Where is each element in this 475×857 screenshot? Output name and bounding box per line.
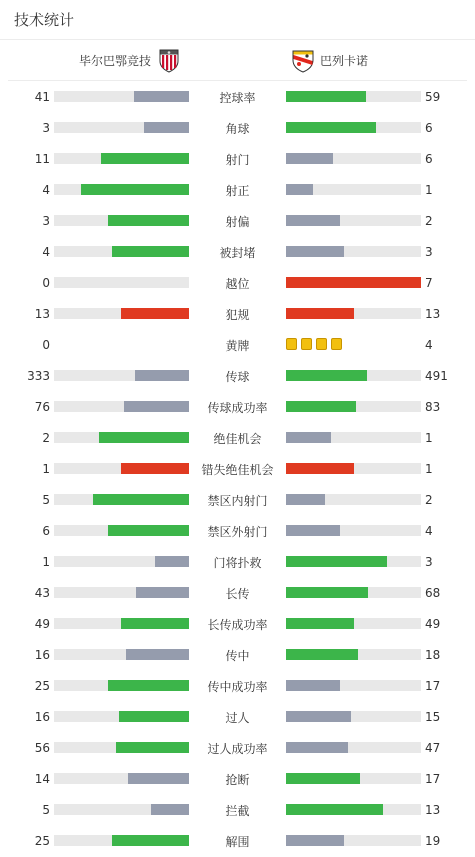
stat-label: 控球率 xyxy=(219,91,256,105)
away-stat-bar-fill xyxy=(286,463,354,474)
away-stat-bar-fill xyxy=(286,680,340,691)
home-stat-bar xyxy=(54,649,189,660)
stat-label: 长传 xyxy=(225,587,250,601)
stat-label: 过人成功率 xyxy=(207,742,268,756)
stat-label: 禁区内射门 xyxy=(207,494,268,508)
stat-label: 拦截 xyxy=(225,804,250,818)
stat-row xyxy=(0,515,475,546)
stat-row xyxy=(0,422,475,453)
home-stat-value: 13 xyxy=(34,307,50,321)
away-stat-bar xyxy=(286,401,421,412)
home-stat-bar-fill xyxy=(81,184,189,195)
away-stat-bar xyxy=(286,742,421,753)
away-stat-value: 49 xyxy=(425,617,441,631)
home-stat-bar xyxy=(54,153,189,164)
home-stat-bar-fill xyxy=(121,463,189,474)
stat-label: 传中 xyxy=(225,649,250,663)
home-stat-bar xyxy=(54,525,189,536)
home-stat-value: 11 xyxy=(34,152,50,166)
stat-label: 射门 xyxy=(225,153,250,167)
home-stat-bar-fill xyxy=(144,122,189,133)
away-stat-value: 47 xyxy=(425,741,441,755)
away-stat-value: 19 xyxy=(425,834,441,848)
home-stat-bar-fill xyxy=(108,525,189,536)
stat-label: 抢断 xyxy=(225,773,250,787)
home-stat-value: 0 xyxy=(42,338,50,352)
home-stat-value: 14 xyxy=(34,772,50,786)
home-stat-bar-fill xyxy=(108,215,189,226)
away-team-name: 巴列卡诺 xyxy=(320,53,369,68)
away-stat-bar-fill xyxy=(286,835,344,846)
yellow-card-icon xyxy=(316,338,327,350)
home-stat-value: 1 xyxy=(42,462,50,476)
home-stat-bar-fill xyxy=(101,153,189,164)
stat-row xyxy=(0,205,475,236)
away-yellow-cards xyxy=(286,338,342,350)
home-stat-bar xyxy=(54,184,189,195)
home-stat-value: 25 xyxy=(34,834,50,848)
home-stat-value: 333 xyxy=(27,369,50,383)
away-stat-bar-fill xyxy=(286,618,354,629)
away-stat-value: 6 xyxy=(425,121,433,135)
away-stat-bar xyxy=(286,246,421,257)
stat-label: 错失绝佳机会 xyxy=(201,463,274,477)
home-stat-value: 41 xyxy=(34,90,50,104)
away-stat-bar xyxy=(286,525,421,536)
stat-label: 绝佳机会 xyxy=(213,432,262,446)
home-stat-bar xyxy=(54,618,189,629)
away-stat-bar xyxy=(286,556,421,567)
home-stat-bar xyxy=(54,773,189,784)
stat-row xyxy=(0,546,475,577)
home-stat-value: 49 xyxy=(34,617,50,631)
away-stat-bar xyxy=(286,649,421,660)
stat-row xyxy=(0,453,475,484)
away-stat-value: 17 xyxy=(425,679,441,693)
stat-row xyxy=(0,174,475,205)
stat-label: 门将扑救 xyxy=(213,556,262,570)
home-stat-bar xyxy=(54,680,189,691)
home-stat-value: 25 xyxy=(34,679,50,693)
away-stat-bar xyxy=(286,432,421,443)
away-stat-value: 4 xyxy=(425,338,433,352)
away-stat-value: 491 xyxy=(425,369,448,383)
away-stat-bar-fill xyxy=(286,556,387,567)
away-stat-bar-fill xyxy=(286,370,367,381)
home-stat-bar xyxy=(54,711,189,722)
stat-row xyxy=(0,577,475,608)
stat-row xyxy=(0,825,475,856)
away-stat-value: 18 xyxy=(425,648,441,662)
away-stat-bar-fill xyxy=(286,773,360,784)
away-stat-bar xyxy=(286,122,421,133)
stat-label: 射偏 xyxy=(225,215,250,229)
home-stat-value: 0 xyxy=(42,276,50,290)
away-stat-value: 59 xyxy=(425,90,441,104)
home-stat-bar-fill xyxy=(121,308,189,319)
stat-label: 越位 xyxy=(225,277,250,291)
stat-label: 射正 xyxy=(225,184,250,198)
stat-row xyxy=(0,701,475,732)
away-stat-value: 2 xyxy=(425,214,433,228)
stat-label: 禁区外射门 xyxy=(207,525,268,539)
away-stat-bar xyxy=(286,680,421,691)
home-stat-bar xyxy=(54,215,189,226)
home-stat-value: 5 xyxy=(42,803,50,817)
stat-row xyxy=(0,794,475,825)
stat-row xyxy=(0,732,475,763)
stat-row xyxy=(0,329,475,360)
away-stat-bar-fill xyxy=(286,153,333,164)
stat-label: 过人 xyxy=(225,711,250,725)
yellow-card-icon xyxy=(301,338,312,350)
stat-label: 解围 xyxy=(225,835,250,849)
away-stat-bar-fill xyxy=(286,525,340,536)
away-stat-bar-fill xyxy=(286,401,356,412)
stat-label: 传中成功率 xyxy=(207,680,268,694)
home-stat-value: 1 xyxy=(42,555,50,569)
home-stat-bar-fill xyxy=(134,91,189,102)
athletic-club-crest-icon xyxy=(156,47,182,73)
stat-row xyxy=(0,143,475,174)
away-stat-bar-fill xyxy=(286,804,383,815)
away-stat-bar xyxy=(286,308,421,319)
away-stat-bar-fill xyxy=(286,246,344,257)
home-stat-value: 16 xyxy=(34,710,50,724)
stat-row xyxy=(0,267,475,298)
stat-label: 长传成功率 xyxy=(207,618,268,632)
away-stat-bar xyxy=(286,711,421,722)
away-stat-bar xyxy=(286,463,421,474)
away-stat-value: 1 xyxy=(425,431,433,445)
page-header xyxy=(0,0,475,40)
home-stat-bar xyxy=(54,401,189,412)
home-stat-bar xyxy=(54,91,189,102)
teams-header xyxy=(8,40,467,81)
away-stat-value: 1 xyxy=(425,183,433,197)
home-stat-bar-fill xyxy=(108,680,189,691)
away-stat-bar-fill xyxy=(286,711,351,722)
home-stat-value: 2 xyxy=(42,431,50,445)
away-stat-bar-fill xyxy=(286,494,325,505)
home-stat-value: 16 xyxy=(34,648,50,662)
stat-row xyxy=(0,81,475,112)
away-stat-bar xyxy=(286,804,421,815)
home-stat-bar xyxy=(54,804,189,815)
away-stat-value: 2 xyxy=(425,493,433,507)
home-stat-bar xyxy=(54,432,189,443)
stat-row xyxy=(0,670,475,701)
yellow-card-icon xyxy=(286,338,297,350)
away-stat-bar-fill xyxy=(286,649,358,660)
home-stat-bar-fill xyxy=(99,432,189,443)
away-stat-value: 1 xyxy=(425,462,433,476)
yellow-card-icon xyxy=(331,338,342,350)
home-stat-bar-fill xyxy=(119,711,189,722)
home-stat-bar xyxy=(54,308,189,319)
stat-label: 被封堵 xyxy=(219,246,256,260)
home-stat-value: 76 xyxy=(34,400,50,414)
away-team[interactable] xyxy=(290,47,368,73)
home-stat-value: 56 xyxy=(34,741,50,755)
home-stat-bar xyxy=(54,122,189,133)
home-stat-bar xyxy=(54,277,189,288)
away-stat-bar xyxy=(286,153,421,164)
home-stat-bar-fill xyxy=(155,556,189,567)
stat-row xyxy=(0,391,475,422)
away-stat-value: 13 xyxy=(425,307,441,321)
stat-row xyxy=(0,763,475,794)
home-stat-value: 4 xyxy=(42,245,50,259)
home-stat-value: 5 xyxy=(42,493,50,507)
away-stat-bar xyxy=(286,184,421,195)
home-stat-bar xyxy=(54,494,189,505)
stat-row xyxy=(0,298,475,329)
home-stat-bar xyxy=(54,556,189,567)
home-stat-bar-fill xyxy=(135,370,189,381)
away-stat-bar xyxy=(286,835,421,846)
home-stat-bar-fill xyxy=(136,587,189,598)
home-stat-bar xyxy=(54,742,189,753)
away-stat-bar-fill xyxy=(286,432,331,443)
away-stat-bar-fill xyxy=(286,742,348,753)
home-stat-value: 43 xyxy=(34,586,50,600)
home-stat-bar-fill xyxy=(93,494,189,505)
home-stat-bar-fill xyxy=(112,246,189,257)
home-stat-value: 6 xyxy=(42,524,50,538)
stat-row xyxy=(0,484,475,515)
stat-label: 传球成功率 xyxy=(207,401,268,415)
away-stat-bar xyxy=(286,494,421,505)
home-stat-bar-fill xyxy=(116,742,189,753)
home-stat-bar xyxy=(54,246,189,257)
away-stat-bar xyxy=(286,277,421,288)
home-stat-bar-fill xyxy=(128,773,189,784)
home-stat-bar-fill xyxy=(126,649,189,660)
home-team-name: 毕尔巴鄂竞技 xyxy=(78,53,151,68)
stat-label: 传球 xyxy=(225,370,250,384)
away-stat-bar xyxy=(286,587,421,598)
page-title: 技术统计 xyxy=(14,11,75,29)
rayo-vallecano-crest-icon xyxy=(290,47,316,73)
away-stat-value: 17 xyxy=(425,772,441,786)
home-stat-bar-fill xyxy=(151,804,189,815)
home-stat-bar-fill xyxy=(112,835,189,846)
away-stat-bar-fill xyxy=(286,277,421,288)
away-stat-value: 3 xyxy=(425,555,433,569)
away-stat-bar-fill xyxy=(286,184,313,195)
home-team[interactable] xyxy=(79,47,182,73)
away-stat-value: 13 xyxy=(425,803,441,817)
home-stat-value: 4 xyxy=(42,183,50,197)
home-stat-bar xyxy=(54,835,189,846)
home-stat-bar xyxy=(54,587,189,598)
home-stat-bar-fill xyxy=(124,401,189,412)
away-stat-bar-fill xyxy=(286,215,340,226)
home-stat-value: 3 xyxy=(42,121,50,135)
home-stat-bar xyxy=(54,463,189,474)
stat-row xyxy=(0,608,475,639)
away-stat-value: 4 xyxy=(425,524,433,538)
stat-label: 黄牌 xyxy=(225,339,250,353)
stat-row xyxy=(0,360,475,391)
away-stat-bar xyxy=(286,215,421,226)
home-stat-bar-fill xyxy=(121,618,189,629)
away-stat-value: 6 xyxy=(425,152,433,166)
away-stat-bar xyxy=(286,618,421,629)
away-stat-value: 68 xyxy=(425,586,441,600)
home-stat-bar xyxy=(54,370,189,381)
stat-row xyxy=(0,112,475,143)
away-stat-bar xyxy=(286,91,421,102)
away-stat-value: 15 xyxy=(425,710,441,724)
stat-label: 角球 xyxy=(225,122,250,136)
away-stat-value: 3 xyxy=(425,245,433,259)
stat-label: 犯规 xyxy=(225,308,250,322)
stat-row xyxy=(0,639,475,670)
away-stat-bar xyxy=(286,370,421,381)
away-stat-bar-fill xyxy=(286,587,368,598)
away-stat-bar-fill xyxy=(286,91,366,102)
away-stat-bar-fill xyxy=(286,122,376,133)
home-stat-value: 3 xyxy=(42,214,50,228)
away-stat-value: 83 xyxy=(425,400,441,414)
stat-row xyxy=(0,236,475,267)
away-stat-bar xyxy=(286,773,421,784)
away-stat-value: 7 xyxy=(425,276,433,290)
away-stat-bar-fill xyxy=(286,308,354,319)
